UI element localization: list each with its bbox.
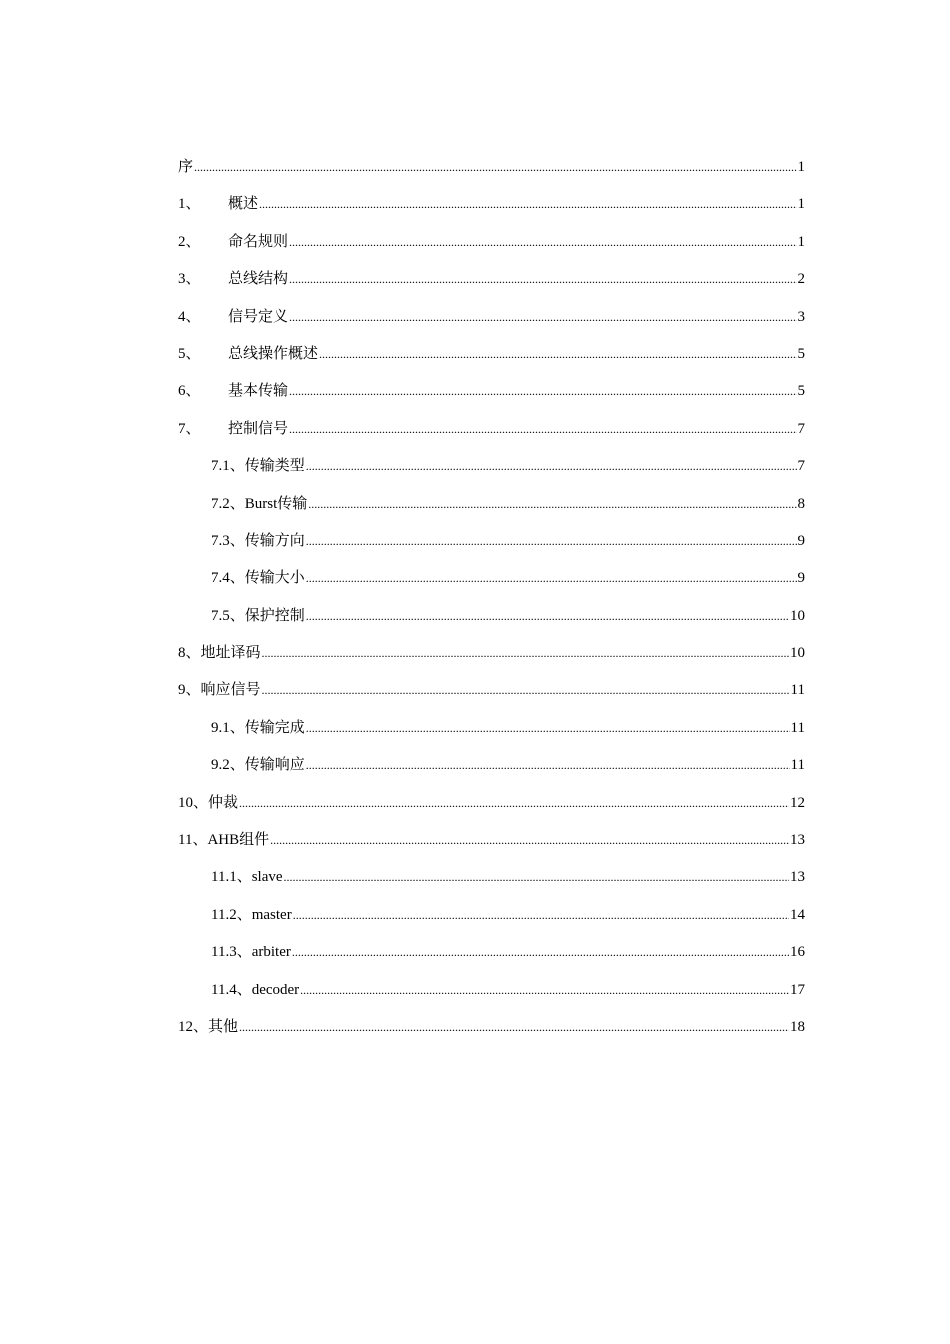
toc-entry-number: 11、 bbox=[178, 832, 208, 849]
toc-entry-page-number: 2 bbox=[797, 271, 805, 288]
toc-entry[interactable] bbox=[178, 747, 805, 784]
toc-entry-title: 传输类型 bbox=[244, 458, 305, 475]
toc-entry-page-number: 8 bbox=[797, 495, 805, 512]
toc-dot-leader bbox=[289, 373, 796, 410]
toc-entry-page-number: 10 bbox=[790, 607, 805, 624]
toc-entry-number: 4、 bbox=[178, 308, 201, 325]
toc-entry[interactable] bbox=[178, 598, 805, 635]
toc-entry-page-number: 3 bbox=[797, 308, 805, 325]
toc-entry-title: 响应信号 bbox=[200, 682, 261, 699]
toc-entry-number: 11.3、 bbox=[211, 944, 252, 961]
toc-entry-page-number: 11 bbox=[790, 757, 805, 774]
toc-entry-page-number: 9 bbox=[797, 570, 805, 587]
toc-entry[interactable] bbox=[178, 785, 805, 822]
toc-entry[interactable] bbox=[178, 897, 805, 934]
toc-dot-leader bbox=[194, 149, 796, 186]
toc-entry-number: 11.4、 bbox=[211, 981, 252, 998]
toc-dot-leader bbox=[284, 859, 789, 896]
toc-entry-number: 10、 bbox=[178, 794, 209, 811]
toc-dot-leader bbox=[262, 635, 789, 672]
toc-entry-title: 信号定义 bbox=[228, 308, 289, 325]
toc-dot-leader bbox=[306, 710, 790, 747]
toc-entry-title: 地址译码 bbox=[200, 645, 261, 662]
toc-dot-leader bbox=[308, 486, 796, 523]
toc-entry-page-number: 18 bbox=[790, 1018, 805, 1035]
toc-entry-title: 仲裁 bbox=[208, 794, 239, 811]
toc-entry[interactable] bbox=[178, 224, 805, 261]
toc-entry-title: 传输大小 bbox=[244, 570, 305, 587]
toc-dot-leader bbox=[239, 1009, 789, 1046]
toc-entry-number: 7.2、 bbox=[211, 495, 245, 512]
toc-dot-leader bbox=[306, 747, 790, 784]
toc-dot-leader bbox=[289, 261, 796, 298]
toc-entry-number: 8、 bbox=[178, 645, 201, 662]
toc-entry-number: 9.1、 bbox=[211, 719, 245, 736]
toc-entry-page-number: 11 bbox=[790, 682, 805, 699]
toc-dot-leader bbox=[306, 523, 797, 560]
toc-entry-title: arbiter bbox=[251, 944, 291, 961]
toc-entry[interactable] bbox=[178, 972, 805, 1009]
table-of-contents bbox=[178, 149, 805, 1046]
toc-dot-leader bbox=[319, 336, 796, 373]
toc-entry-page-number: 12 bbox=[790, 794, 805, 811]
toc-entry-number: 1、 bbox=[178, 196, 201, 213]
toc-entry-title: 总线操作概述 bbox=[228, 345, 319, 362]
toc-entry-number: 12、 bbox=[178, 1018, 209, 1035]
toc-entry-page-number: 14 bbox=[790, 906, 805, 923]
toc-entry[interactable] bbox=[178, 261, 805, 298]
toc-entry[interactable] bbox=[178, 560, 805, 597]
toc-entry-page-number: 11 bbox=[790, 719, 805, 736]
toc-entry-title: AHB组件 bbox=[207, 832, 270, 849]
toc-entry[interactable] bbox=[178, 822, 805, 859]
toc-entry-title: slave bbox=[251, 869, 283, 886]
toc-entry[interactable] bbox=[178, 336, 805, 373]
toc-dot-leader bbox=[289, 411, 796, 448]
toc-entry-page-number: 7 bbox=[797, 458, 805, 475]
toc-entry-title: master bbox=[251, 906, 292, 923]
toc-entry-number: 11.1、 bbox=[211, 869, 252, 886]
toc-entry-number: 11.2、 bbox=[211, 906, 252, 923]
toc-entry-number: 序 bbox=[178, 159, 194, 175]
toc-entry[interactable] bbox=[178, 934, 805, 971]
toc-dot-leader bbox=[306, 598, 789, 635]
toc-entry[interactable] bbox=[178, 486, 805, 523]
toc-entry-title: decoder bbox=[251, 981, 300, 998]
toc-dot-leader bbox=[289, 299, 796, 336]
toc-entry-page-number: 1 bbox=[797, 196, 805, 213]
toc-entry[interactable] bbox=[178, 523, 805, 560]
toc-entry-page-number: 13 bbox=[790, 869, 805, 886]
toc-dot-leader bbox=[239, 785, 789, 822]
toc-entry[interactable] bbox=[178, 448, 805, 485]
toc-entry-page-number: 5 bbox=[797, 383, 805, 400]
toc-entry-number: 7.1、 bbox=[211, 458, 245, 475]
toc-dot-leader bbox=[306, 448, 797, 485]
toc-entry-number: 6、 bbox=[178, 383, 201, 400]
toc-entry-number: 7、 bbox=[178, 420, 201, 437]
toc-entry-title: 传输响应 bbox=[244, 757, 305, 774]
toc-entry-page-number: 1 bbox=[797, 159, 805, 175]
toc-entry[interactable] bbox=[178, 859, 805, 896]
toc-entry-page-number: 7 bbox=[797, 420, 805, 437]
toc-entry-number: 5、 bbox=[178, 345, 201, 362]
toc-entry[interactable] bbox=[178, 1009, 805, 1046]
toc-dot-leader bbox=[306, 560, 797, 597]
toc-dot-leader bbox=[289, 224, 796, 261]
toc-entry-number: 9.2、 bbox=[211, 757, 245, 774]
toc-entry-title: 命名规则 bbox=[228, 233, 289, 250]
toc-entry[interactable] bbox=[178, 149, 805, 186]
toc-entry-page-number: 9 bbox=[797, 532, 805, 549]
toc-entry-page-number: 10 bbox=[790, 645, 805, 662]
toc-dot-leader bbox=[262, 672, 790, 709]
toc-entry-title: 保护控制 bbox=[244, 607, 305, 624]
toc-entry-number: 7.5、 bbox=[211, 607, 245, 624]
toc-entry-title: 控制信号 bbox=[228, 420, 289, 437]
toc-entry-title: Burst传输 bbox=[244, 495, 308, 512]
toc-entry-number: 7.3、 bbox=[211, 532, 245, 549]
toc-dot-leader bbox=[293, 897, 789, 934]
toc-entry-title: 其他 bbox=[208, 1018, 239, 1035]
toc-entry-title: 基本传输 bbox=[228, 383, 289, 400]
toc-entry[interactable] bbox=[178, 672, 805, 709]
toc-entry[interactable] bbox=[178, 710, 805, 747]
toc-dot-leader bbox=[292, 934, 789, 971]
toc-entry-number: 9、 bbox=[178, 682, 201, 699]
toc-entry-page-number: 16 bbox=[790, 944, 805, 961]
toc-entry-number: 7.4、 bbox=[211, 570, 245, 587]
toc-entry-title: 总线结构 bbox=[228, 271, 289, 288]
toc-dot-leader bbox=[270, 822, 789, 859]
toc-entry-page-number: 13 bbox=[790, 832, 805, 849]
toc-entry[interactable] bbox=[178, 373, 805, 410]
toc-entry[interactable] bbox=[178, 635, 805, 672]
toc-entry-title: 概述 bbox=[228, 196, 259, 213]
toc-entry-number: 3、 bbox=[178, 271, 201, 288]
toc-entry-title: 传输完成 bbox=[244, 719, 305, 736]
toc-entry-page-number: 17 bbox=[790, 981, 805, 998]
toc-entry[interactable] bbox=[178, 186, 805, 223]
toc-entry-number: 2、 bbox=[178, 233, 201, 250]
toc-entry-page-number: 5 bbox=[797, 345, 805, 362]
toc-entry-title: 传输方向 bbox=[244, 532, 305, 549]
toc-entry[interactable] bbox=[178, 411, 805, 448]
toc-dot-leader bbox=[300, 972, 789, 1009]
toc-dot-leader bbox=[259, 186, 796, 223]
toc-entry[interactable] bbox=[178, 299, 805, 336]
toc-entry-page-number: 1 bbox=[797, 233, 805, 250]
